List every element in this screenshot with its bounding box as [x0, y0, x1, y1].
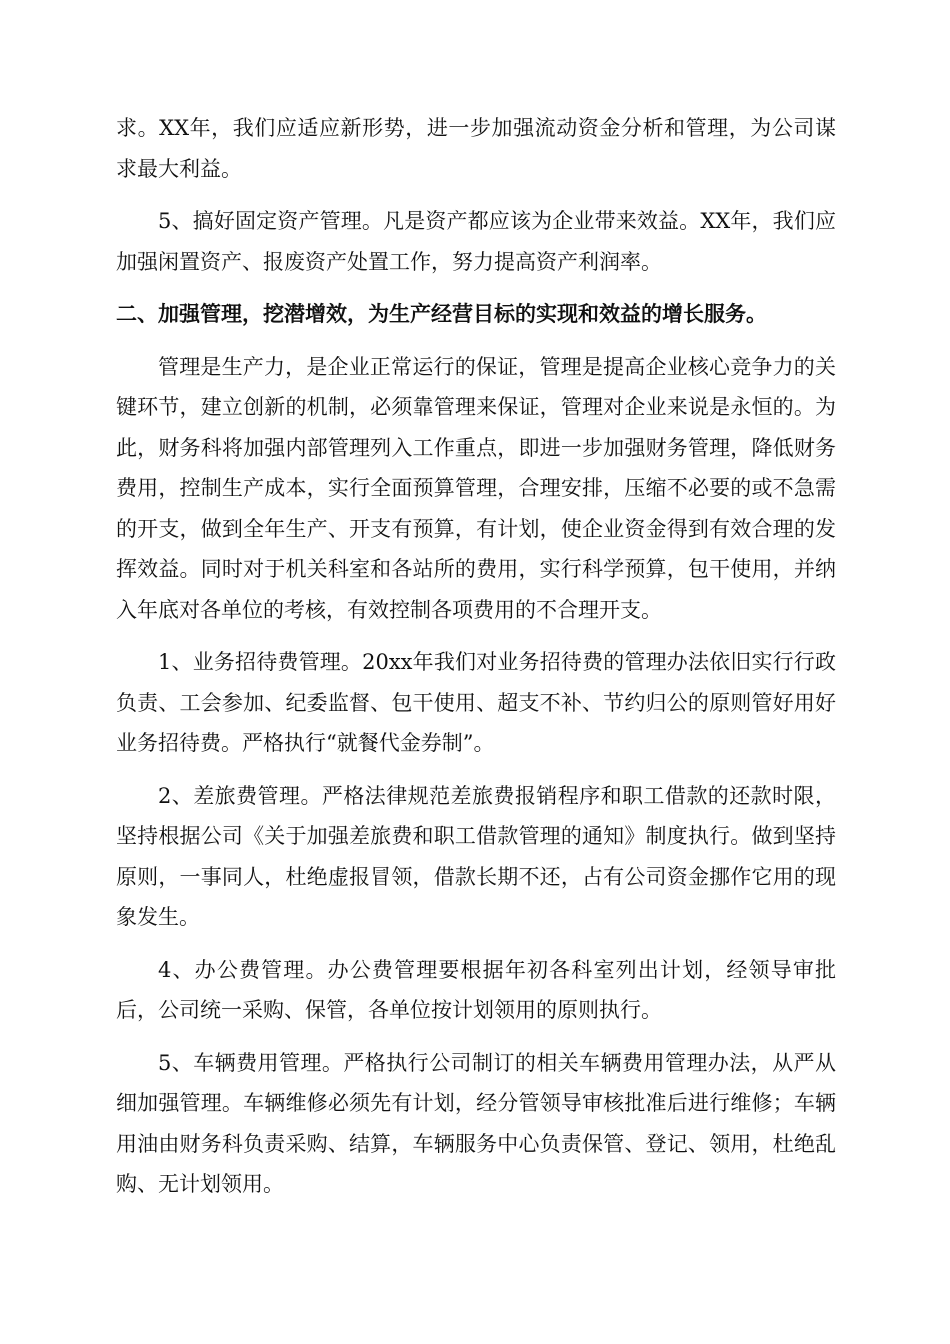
paragraph-vehicle-expense: 5、车辆费用管理。严格执行公司制订的相关车辆费用管理办法，从严从细加强管理。车辆维修必须先有计划，经分管领导审核批准后进行维修；车辆用油由财务科负责采购、结算，车辆服务中心负责保管、登记、领用，杜绝乱购、无计划领用。	[116, 1050, 836, 1196]
paragraph-travel-expense: 2、差旅费管理。严格法律规范差旅费报销程序和职工借款的还款时限，坚持根据公司《关于加强差旅费和职工借款管理的通知》制度执行。做到坚持原则，一事同人，杜绝虚报冒领，借款长期不还，占有公司资金挪作它用的现象发生。	[116, 783, 836, 929]
paragraph-entertainment-expense: 1、业务招待费管理。20xx年我们对业务招待费的管理办法依旧实行行政负责、工会参加、纪委监督、包干使用、超支不补、节约归公的原则管好用好业务招待费。严格执行“就餐代金券制”。	[116, 650, 836, 755]
paragraph-management-intro: 管理是生产力，是企业正常运行的保证，管理是提高企业核心竞争力的关键环节，建立创新的机制，必须靠管理来保证，管理对企业来说是永恒的。为此，财务科将加强内部管理列入工作重点，即进一步加强财务管理，降低财务费用，控制生产成本，实行全面预算管理，合理安排，压缩不必要的或不急需的开支，做到全年生产、开支有预算，有计划，使企业资金得到有效合理的发挥效益。同时对于机关科室和各站所的费用，实行科学预算，包干使用，并纳入年底对各单位的考核，有效控制各项费用的不合理开支。	[116, 354, 836, 622]
section-heading: 二、加强管理，挖潜增效，为生产经营目标的实现和效益的增长服务。	[116, 301, 767, 326]
paragraph-fixed-assets: 5、搞好固定资产管理。凡是资产都应该为企业带来效益。XX年，我们应加强闲置资产、报废资产处置工作，努力提高资产利润率。	[116, 209, 836, 274]
paragraph-office-expense: 4、办公费管理。办公费管理要根据年初各科室列出计划，经领导审批后，公司统一采购、保管，各单位按计划领用的原则执行。	[116, 957, 836, 1022]
paragraph-continuation: 求。XX年，我们应适应新形势，进一步加强流动资金分析和管理，为公司谋求最大利益。	[116, 116, 836, 181]
document-page	[116, 108, 836, 1217]
